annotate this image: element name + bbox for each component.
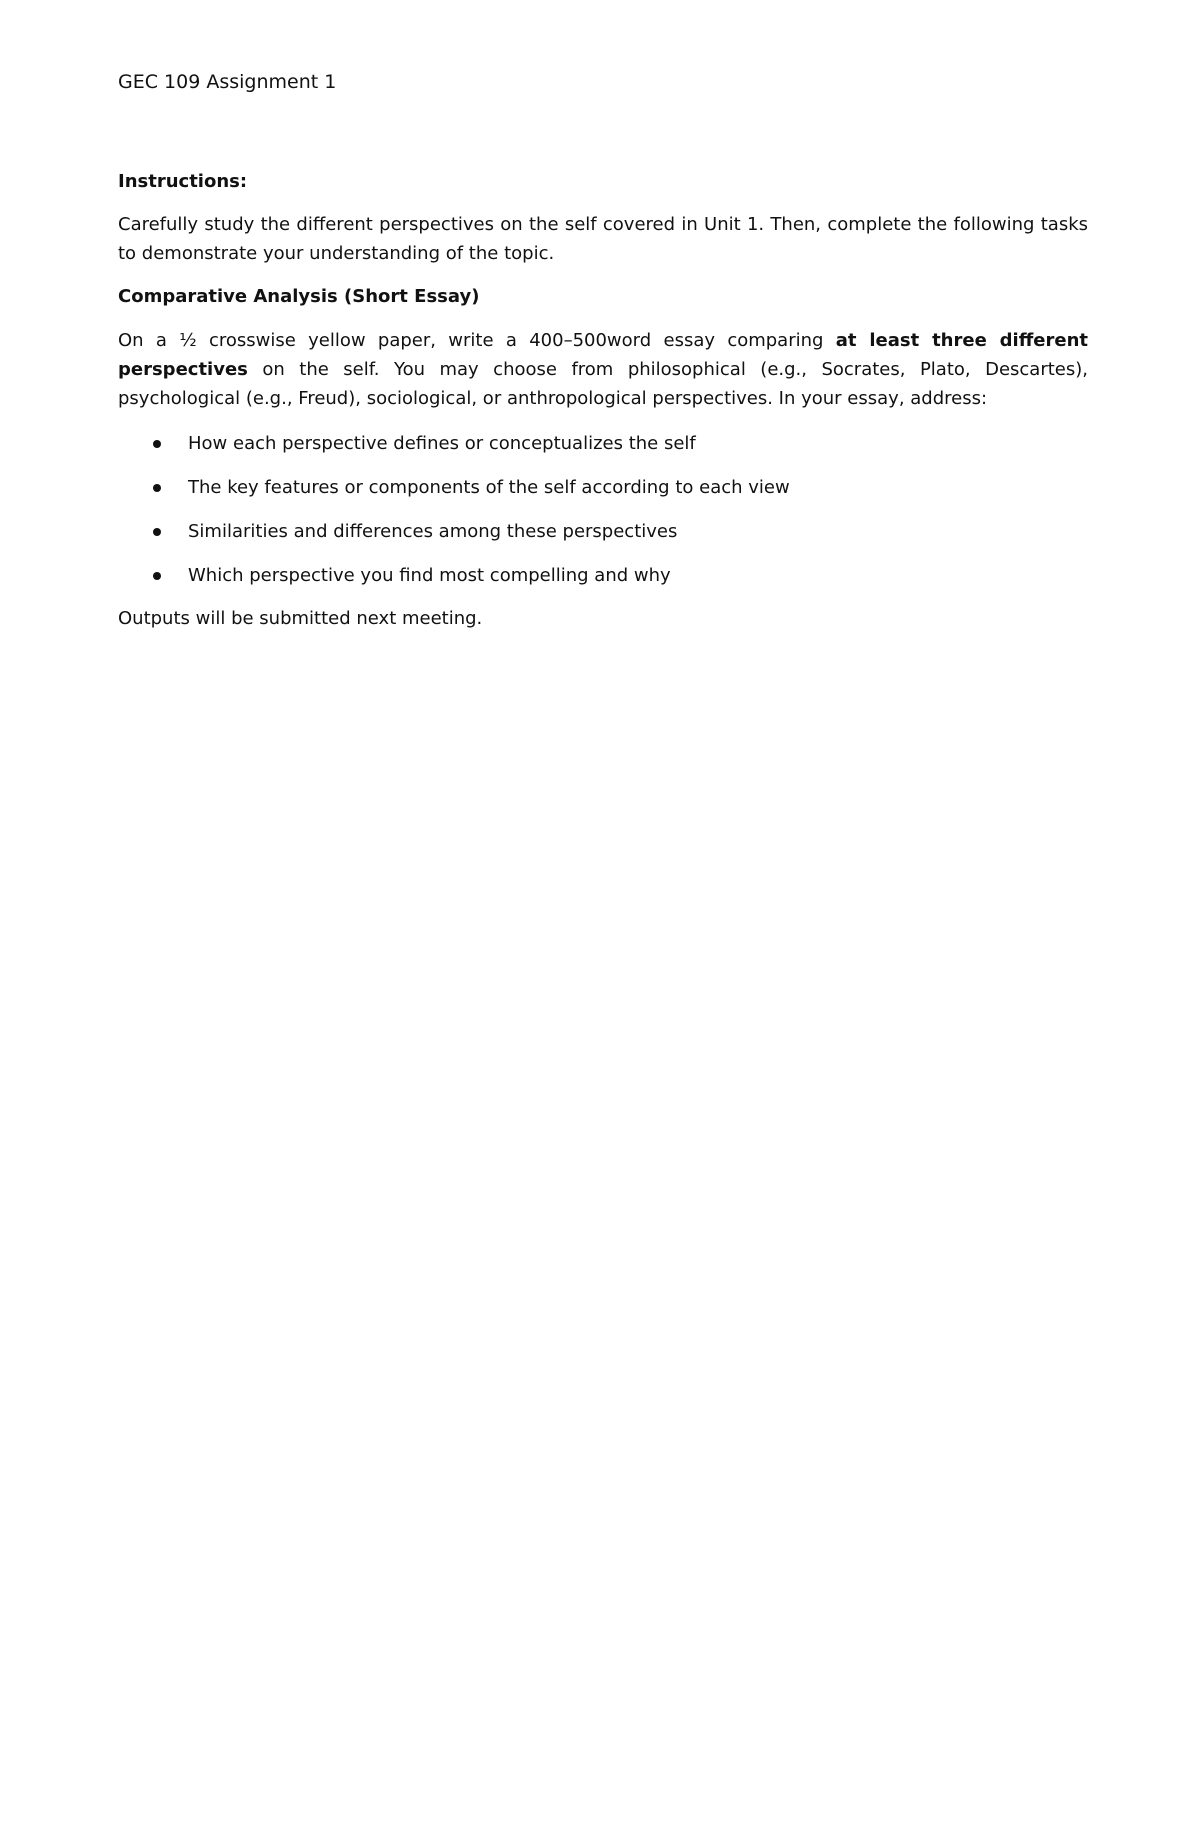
essay-text-bold: at least three different perspectives (118, 330, 1088, 380)
list-item (118, 473, 1088, 502)
intro-paragraph: Carefully study the different perspectives on the self covered in Unit 1. Then, complete the following tasks to demonstrate your understanding of the topic. (118, 214, 1088, 264)
essay-text-part2: on the self. You may choose from philosophical (e.g., Socrates, Plato, Descartes), psychological (e.g., Freud), sociological, or anthropological perspectives. In your essay, address: (118, 359, 1088, 409)
list-item-text: The key features or components of the self according to each view (188, 477, 790, 498)
document-title: GEC 109 Assignment 1 (118, 71, 337, 93)
section-heading: Comparative Analysis (Short Essay) (118, 286, 480, 307)
list-item-text: Which perspective you find most compelling and why (188, 565, 671, 586)
essay-text-part1: On a ½ crosswise yellow paper, write a 400–500word essay comparing (118, 330, 836, 351)
closing-note: Outputs will be submitted next meeting. (118, 608, 483, 629)
bullet-icon (153, 484, 161, 492)
essay-instructions-paragraph (118, 326, 1088, 413)
list-item (118, 561, 1088, 590)
list-item-text: How each perspective defines or conceptualizes the self (188, 433, 696, 454)
bullet-icon (153, 572, 161, 580)
list-item (118, 429, 1088, 458)
list-item (118, 517, 1088, 546)
document-body (118, 68, 1088, 633)
address-points-list (118, 429, 1088, 590)
bullet-icon (153, 440, 161, 448)
list-item-text: Similarities and differences among these perspectives (188, 521, 678, 542)
bullet-icon (153, 528, 161, 536)
instructions-heading: Instructions: (118, 171, 248, 192)
